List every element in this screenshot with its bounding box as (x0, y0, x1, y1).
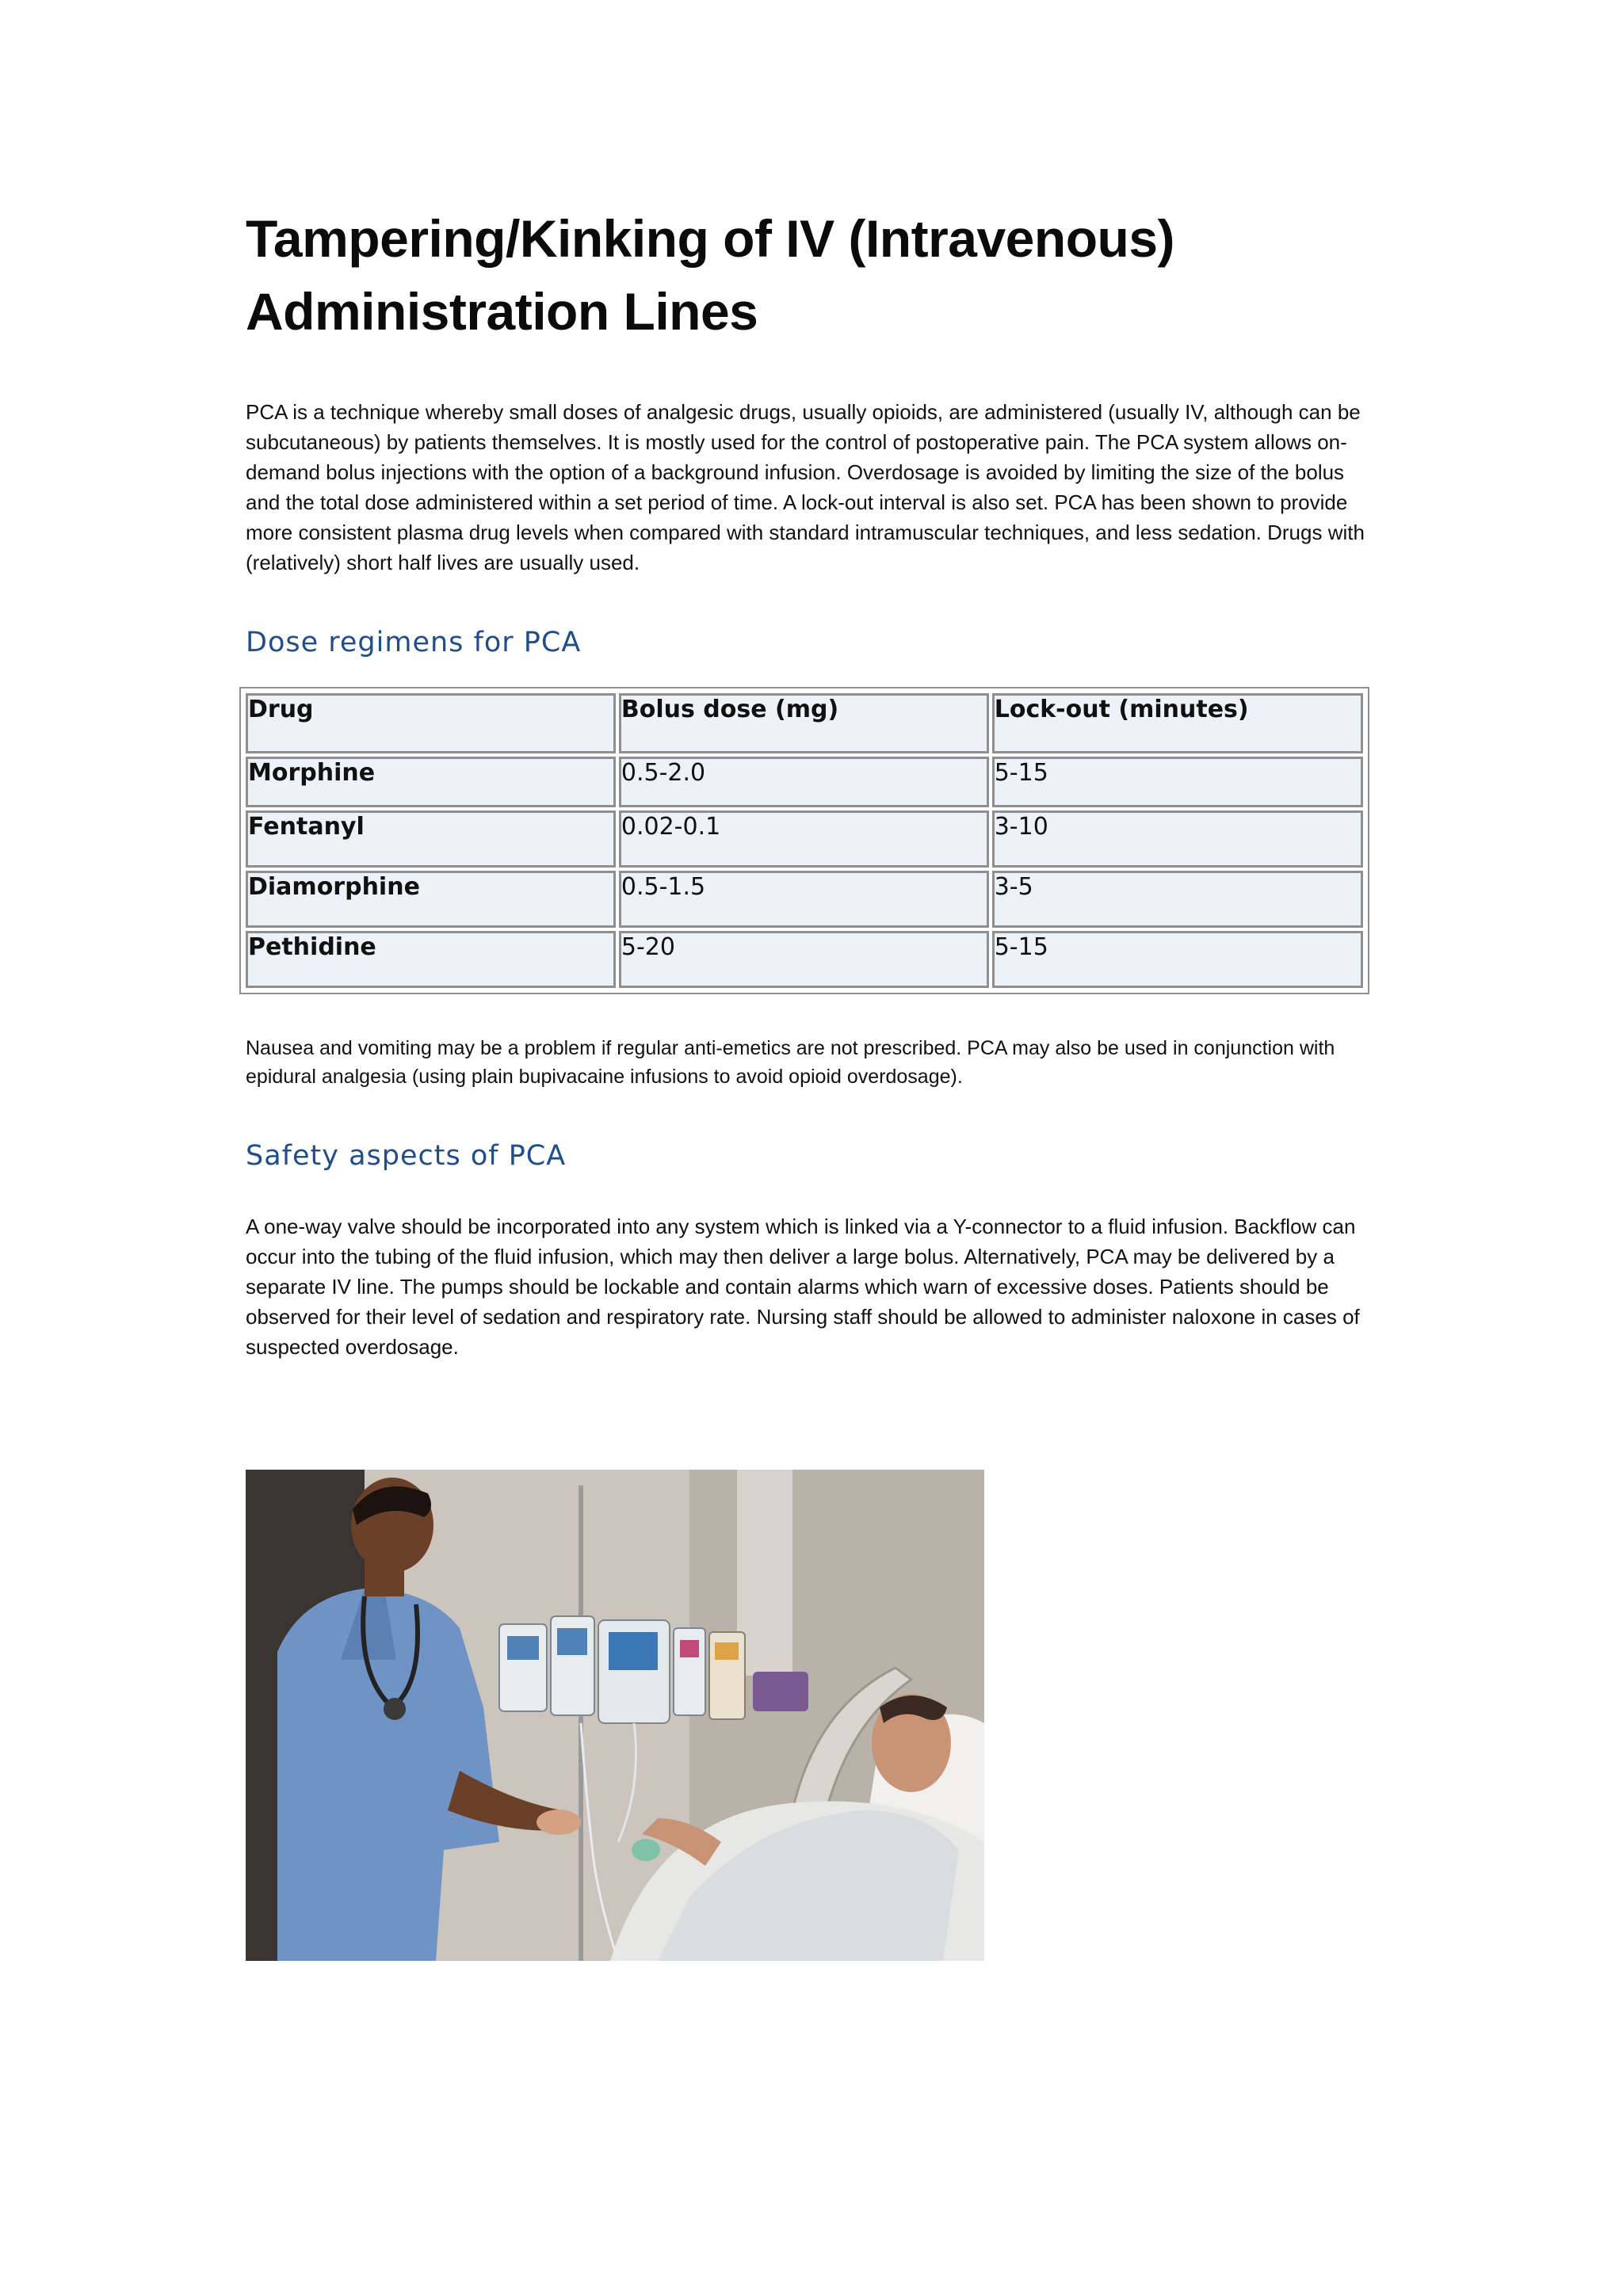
dose-table-frame (239, 687, 1369, 994)
table-row (246, 757, 1363, 807)
header-bolus-dose: Bolus dose (mg) (619, 693, 989, 753)
drug-cell: Fentanyl (246, 810, 616, 868)
bolus-cell: 0.5-2.0 (619, 757, 989, 807)
table-row (246, 810, 1363, 868)
bolus-cell: 0.02-0.1 (619, 810, 989, 868)
drug-cell: Morphine (246, 757, 616, 807)
nurse-patient-pca-photo (246, 1470, 984, 1961)
header-lock-out: Lock-out (minutes) (992, 693, 1363, 753)
bolus-cell: 0.5-1.5 (619, 871, 989, 928)
nausea-paragraph: Nausea and vomiting may be a problem if regular anti-emetics are not prescribed. PCA may also be used in conjunction with epidural analgesia (using plain bupivacaine infusions to avoid opioid overdosage). (246, 1037, 1335, 1088)
intro-paragraph: PCA is a technique whereby small doses of analgesic drugs, usually opioids, are administered (usually IV, although can be subcutaneous) by patients themselves. It is mostly used for the control of postoperative pain. The PCA system allows on-demand bolus injections with the option of a background infusion. Overdosage is avoided by limiting the size of the bolus and the total dose administered within a set period of time. A lock-out interval is also set. PCA has been shown to provide more consistent plasma drug levels when compared with standard intramuscular techniques, and less sedation. Drugs with (relatively) short half lives are usually used. (246, 400, 1365, 574)
dose-table (242, 690, 1366, 991)
lockout-cell: 5-15 (992, 931, 1363, 988)
bolus-cell: 5-20 (619, 931, 989, 988)
document-content (246, 202, 1387, 1362)
table-row (246, 931, 1363, 988)
lockout-cell: 3-10 (992, 810, 1363, 868)
drug-cell: Diamorphine (246, 871, 616, 928)
safety-paragraph: A one-way valve should be incorporated into any system which is linked via a Y-connector to a fluid infusion. Backflow can occur into the tubing of the fluid infusion, which may then deliver a large bolus. Alternatively, PCA may be delivered by a separate IV line. The pumps should be lockable and contain alarms which warn of excessive doses. Patients should be observed for their level of sedation and respiratory rate. Nursing staff should be allowed to administer naloxone in cases of suspected overdosage. (246, 1215, 1360, 1359)
lockout-cell: 5-15 (992, 757, 1363, 807)
page-title: Tampering/Kinking of IV (Intravenous) Administration Lines (246, 209, 1175, 341)
lockout-cell: 3-5 (992, 871, 1363, 928)
drug-cell: Pethidine (246, 931, 616, 988)
table-header-row (246, 693, 1363, 753)
dose-regimens-heading: Dose regimens for PCA (246, 627, 582, 658)
header-drug: Drug (246, 693, 616, 753)
table-row (246, 871, 1363, 928)
safety-aspects-heading: Safety aspects of PCA (246, 1140, 567, 1172)
